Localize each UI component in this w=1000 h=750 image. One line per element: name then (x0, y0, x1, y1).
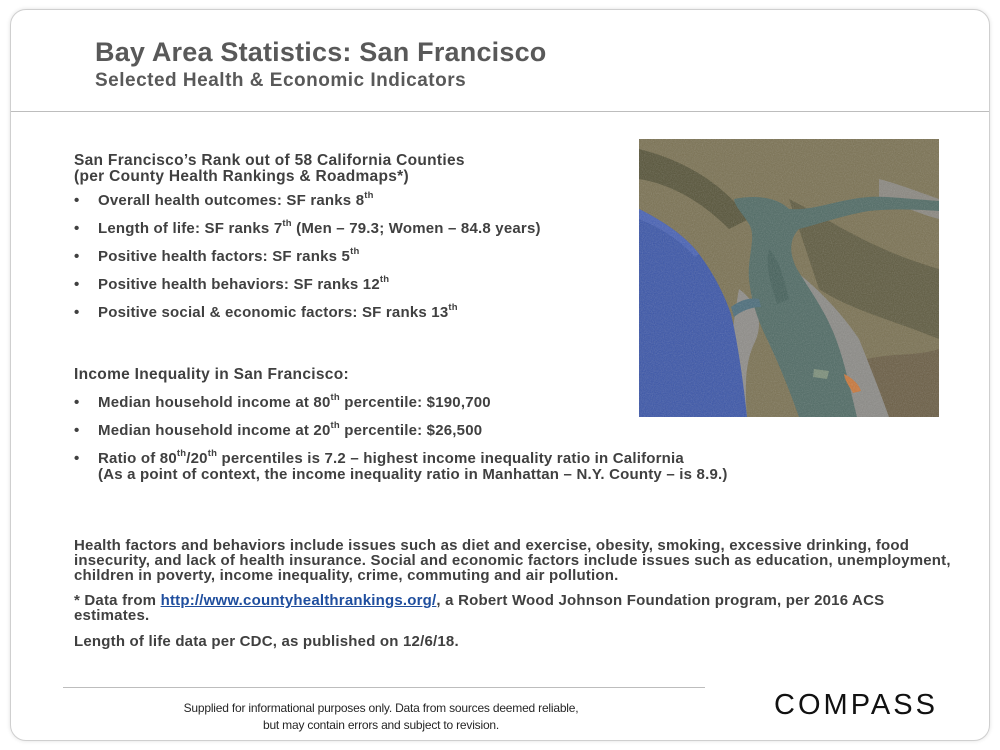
list-item (74, 190, 541, 221)
bullet-icon: • (74, 422, 80, 439)
slide (10, 9, 990, 741)
income-item-post: percentiles is 7.2 – highest income inequality ratio in California (217, 450, 684, 467)
source-note (74, 593, 954, 623)
bay-area-satellite-map (639, 139, 939, 417)
factors-note: Health factors and behaviors include issues such as diet and exercise, obesity, smoking, excessive drinking, food insecurity, and lack of health insurance. Social and economic factors include issues such as education, unemployment, children in poverty, income inequality, crime, commuting and air pollution. (74, 537, 951, 584)
bullet-icon: • (74, 192, 80, 209)
bullet-icon: • (74, 276, 80, 293)
income-item-mid: /20 (186, 450, 208, 467)
source-prefix: * Data from (74, 592, 161, 609)
rank-item-text: Positive health factors: SF ranks 5 (98, 248, 351, 265)
income-item-sup: th (330, 392, 340, 403)
bullet-icon: • (74, 450, 80, 467)
page-title: Bay Area Statistics: San Francisco (95, 37, 547, 67)
list-item (74, 302, 541, 333)
rank-heading-line2: (per County Health Rankings & Roadmaps*) (74, 168, 409, 185)
rank-item-sup: th (282, 218, 292, 229)
rank-item-text: Overall health outcomes: SF ranks 8 (98, 192, 365, 209)
rank-item-sup: th (364, 190, 374, 201)
source-link[interactable]: http://www.countyhealthrankings.org/ (160, 592, 437, 609)
source-suffix: , a Robert Wood Johnson Foundation program, per 2016 ACS estimates. (74, 592, 885, 624)
svg-text:COMPASS: COMPASS (774, 689, 938, 721)
income-item-sup: th (176, 448, 187, 459)
list-item (74, 274, 541, 305)
rank-list (74, 190, 541, 333)
footer-divider (63, 687, 705, 688)
income-item-sup: th (207, 448, 218, 459)
rank-item-detail: (Men – 79.3; Women – 84.8 years) (291, 220, 541, 237)
income-item-pre: Median household income at 20 (98, 422, 331, 439)
rank-section-heading (74, 153, 465, 185)
rank-item-text: Positive health behaviors: SF ranks 12 (98, 276, 380, 293)
rank-item-sup: th (448, 302, 458, 313)
income-item-context: (As a point of context, the income inequality ratio in Manhattan – N.Y. County – is 8.9.) (98, 466, 728, 483)
income-item-post: percentile: $190,700 (339, 394, 491, 411)
rank-item-text: Length of life: SF ranks 7 (98, 220, 283, 237)
title-divider (11, 111, 989, 112)
list-item (74, 392, 728, 423)
list-item (74, 420, 728, 451)
cdc-note: Length of life data per CDC, as published on 12/6/18. (74, 633, 459, 650)
list-item (74, 448, 728, 487)
rank-item-sup: th (379, 274, 390, 285)
bullet-icon: • (74, 304, 80, 321)
list-item (74, 246, 541, 277)
income-list (74, 392, 728, 487)
income-item-sup: th (330, 420, 340, 431)
bullet-icon: • (74, 394, 80, 411)
rank-item-sup: th (350, 246, 360, 257)
bullet-icon: • (74, 220, 80, 237)
rank-item-text: Positive social & economic factors: SF ranks 13 (98, 304, 449, 321)
income-item-pre: Median household income at 80 (98, 394, 331, 411)
income-item-post: percentile: $26,500 (339, 422, 483, 439)
footer-disclaimer (121, 700, 641, 734)
list-item (74, 218, 541, 249)
page-subtitle: Selected Health & Economic Indicators (95, 70, 467, 91)
rank-heading-line1: San Francisco’s Rank out of 58 California Counties (74, 152, 465, 169)
bullet-icon: • (74, 248, 80, 265)
compass-logo (763, 686, 949, 722)
income-section-heading: Income Inequality in San Francisco: (74, 366, 349, 383)
income-item-pre: Ratio of 80 (98, 450, 177, 467)
disclaimer-line2: but may contain errors and subject to revision. (262, 718, 500, 732)
disclaimer-line1: Supplied for informational purposes only. Data from sources deemed reliable, (183, 701, 579, 715)
